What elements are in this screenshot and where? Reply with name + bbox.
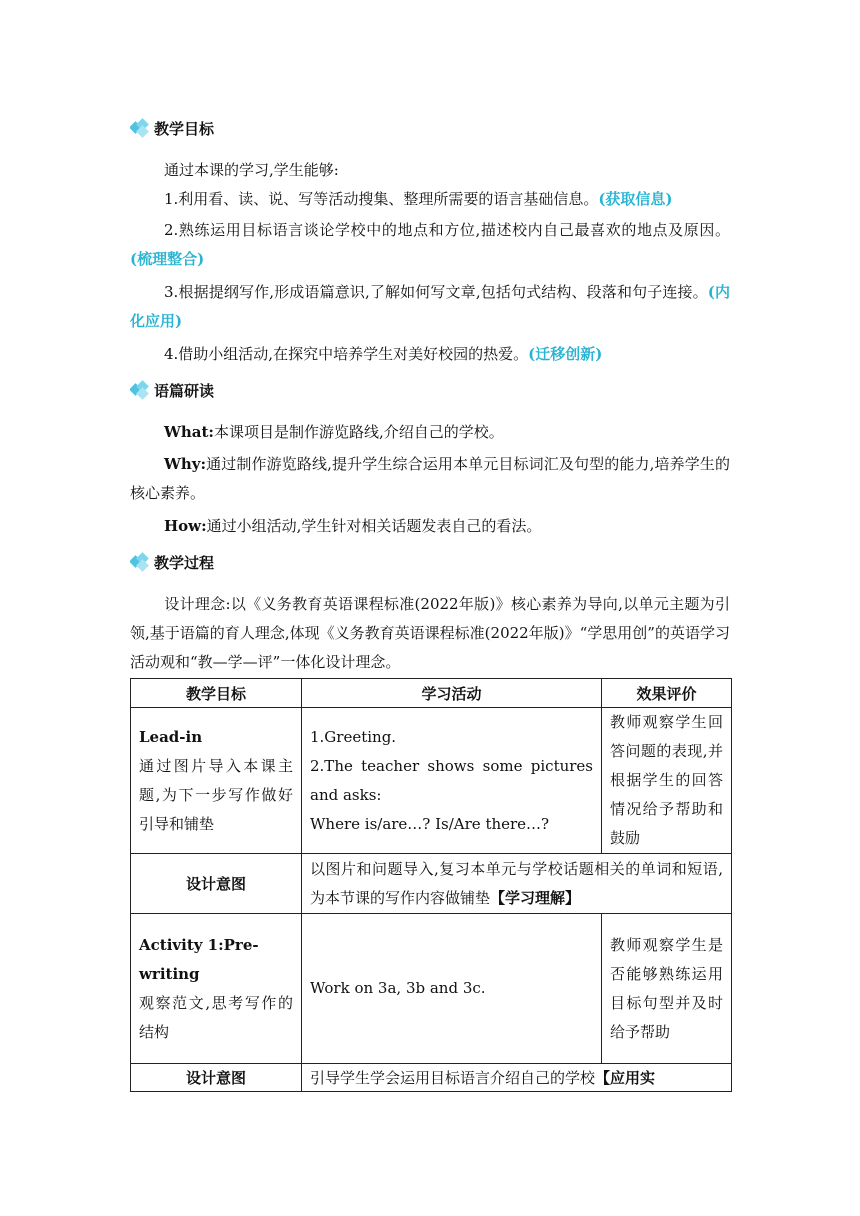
activity-line: Work on 3a, 3b and 3c. (310, 979, 486, 997)
goal-title: Lead-in (139, 727, 203, 746)
header-evaluation: 效果评价 (602, 679, 732, 708)
objective-item: 3.根据提纲写作,形成语篇意识,了解如何写文章,包括句式结构、段落和句子连接。(内化应用) (130, 283, 730, 330)
intent-label: 设计意图 (131, 1064, 302, 1092)
goal-text: 观察范文,思考写作的结构 (139, 993, 293, 1041)
section-title: 教学目标 (154, 119, 215, 138)
evaluation-text: 教师观察学生是否能够熟练运用目标句型并及时给予帮助 (610, 935, 723, 1041)
table-header-row (131, 679, 732, 708)
why-paragraph: Why:通过制作游览路线,提升学生综合运用本单元目标词汇及句型的能力,培养学生的核心素养。 (130, 455, 730, 502)
intent-text: 以图片和问题导入,复习本单元与学校话题相关的单词和短语,为本节课的写作内容做铺垫【学习理解】 (310, 859, 723, 907)
section-icon (130, 379, 152, 401)
goal-cell (131, 708, 302, 854)
goal-cell (131, 914, 302, 1064)
objective-item: 2.熟练运用目标语言谈论学校中的地点和方位,描述校内自己最喜欢的地点及原因。(梳理整合) (130, 221, 730, 268)
activity-line: 1.Greeting. (310, 727, 397, 746)
section-title: 教学过程 (154, 553, 215, 572)
evaluation-cell (602, 914, 732, 1064)
header-goal: 教学目标 (131, 679, 302, 708)
lesson-table (130, 678, 732, 1092)
table-row (131, 914, 732, 1064)
objective-item: 1.利用看、读、说、写等活动搜集、整理所需要的语言基础信息。(获取信息) (164, 190, 673, 208)
header-activity: 学习活动 (302, 679, 602, 708)
activity-line: Where is/are…? Is/Are there…? (310, 814, 550, 833)
what-paragraph: What:本课项目是制作游览路线,介绍自己的学校。 (164, 423, 504, 441)
objectives-intro: 通过本课的学习,学生能够: (164, 161, 339, 179)
table-row (131, 1064, 732, 1092)
objective-item: 4.借助小组活动,在探究中培养学生对美好校园的热爱。(迁移创新) (164, 345, 603, 363)
section-icon (130, 117, 152, 139)
table-row (131, 854, 732, 914)
goal-title: Activity 1:Pre-writing (139, 935, 259, 983)
goal-text: 通过图片导入本课主题,为下一步写作做好引导和铺垫 (139, 756, 293, 833)
activity-cell (302, 708, 602, 854)
design-concept: 设计理念:以《义务教育英语课程标准(2022年版)》核心素养为导向,以单元主题为引领,基于语篇的育人理念,体现《义务教育英语课程标准(2022年版)》“学思用创”的英语学习活动观和“教—学—评”一体化设计理念。 (130, 595, 730, 671)
activity-line: 2.The teacher shows some pictures and asks: (310, 756, 593, 804)
activity-cell (302, 914, 602, 1064)
table-row (131, 708, 732, 854)
intent-cell (302, 854, 732, 914)
how-paragraph: How:通过小组活动,学生针对相关话题发表自己的看法。 (164, 517, 542, 535)
section-icon (130, 551, 152, 573)
section-heading-text-study (130, 378, 214, 402)
evaluation-cell (602, 708, 732, 854)
intent-label: 设计意图 (131, 854, 302, 914)
section-title: 语篇研读 (154, 381, 215, 400)
intent-cell: 引导学生学会运用目标语言介绍自己的学校【应用实 (302, 1064, 732, 1092)
section-heading-process (130, 550, 214, 574)
section-heading-objectives (130, 116, 214, 140)
evaluation-text: 教师观察学生回答问题的表现,并根据学生的回答情况给予帮助和鼓励 (610, 713, 723, 847)
